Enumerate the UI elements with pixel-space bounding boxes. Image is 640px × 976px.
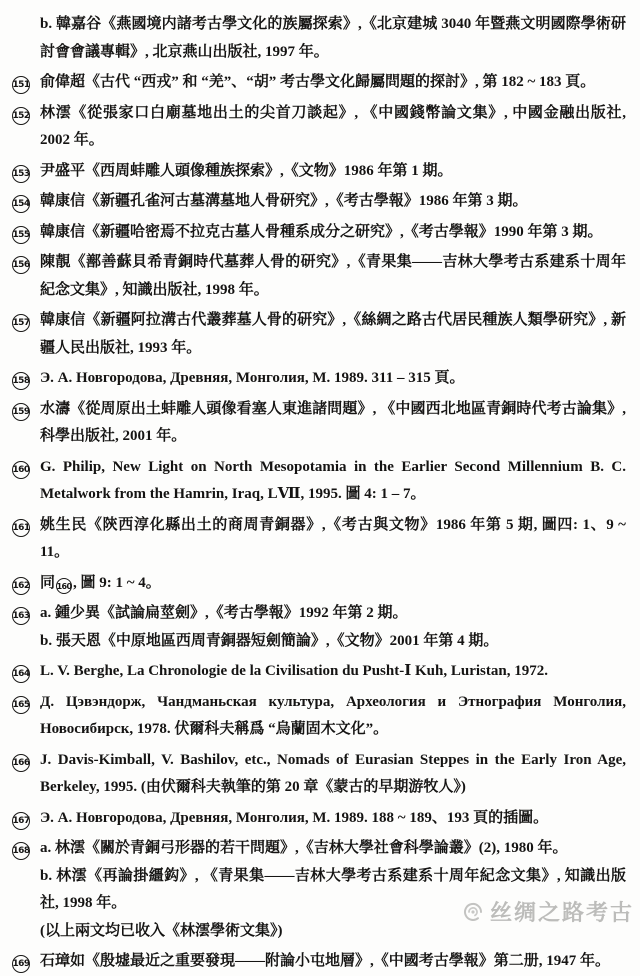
reference-number-badge: 158 [12, 372, 30, 390]
reference-item [12, 948, 626, 976]
reference-text [40, 396, 626, 451]
reference-text-line: a. 林澐《關於青銅弓形器的若干問題》,《吉林大學社會科學論叢》(2), 1980 年。 [40, 840, 568, 856]
reference-text-line: 尹盛平《西周蚌雕人頭像種族探索》,《文物》1986 年第 1 期。 [40, 162, 453, 179]
reference-number-badge: 168 [12, 842, 30, 860]
reference-number-cell [12, 11, 40, 16]
reference-text [40, 454, 626, 509]
reference-text-line: 陳靚《鄯善蘇貝希青銅時代墓葬人骨的研究》,《青果集——吉林大學考古系建系十周年紀念文集》, 知識出版社, 1998 年。 [40, 254, 626, 298]
reference-text [40, 689, 626, 744]
reference-number-badge: 154 [12, 195, 30, 213]
reference-item [12, 365, 626, 393]
reference-number-badge: 160 [12, 461, 30, 479]
reference-item [12, 600, 626, 655]
reference-text-line: 石璋如《殷墟最近之重要發現——附論小屯地層》,《中國考古學報》第二册, 1947 年。 [40, 953, 611, 969]
reference-text [40, 948, 626, 976]
reference-text-line: Э. А. Новгородова, Древняя, Монголия, М. 1989. 311 – 315 頁。 [40, 370, 465, 386]
reference-text-line: 韓康信《新疆哈密焉不拉克古墓人骨種系成分之研究》,《考古學報》1990 年第 3 期。 [40, 223, 603, 240]
reference-number-cell [12, 188, 40, 213]
reference-text [40, 658, 626, 686]
reference-number-cell [12, 396, 40, 421]
reference-item [12, 658, 626, 686]
reference-text [40, 512, 626, 567]
reference-number-cell [12, 600, 40, 625]
reference-number-cell [12, 100, 40, 125]
reference-number-cell [12, 307, 40, 332]
reference-number-badge: 155 [12, 226, 30, 244]
reference-text [40, 835, 626, 945]
inline-reference-number-badge: 160 [56, 578, 72, 594]
watermark-text: 丝绸之路考古 [489, 900, 634, 925]
reference-number-cell [12, 805, 40, 830]
reference-number-badge: 164 [12, 665, 30, 683]
reference-item [12, 249, 626, 304]
reference-number-badge: 159 [12, 403, 30, 421]
reference-item [12, 219, 626, 247]
reference-text [40, 747, 626, 802]
reference-number-cell [12, 948, 40, 973]
reference-text-line: 俞偉超《古代 “西戎” 和 “羌”、“胡” 考古學文化歸屬問題的探討》, 第 182 ~ 183 頁。 [40, 74, 596, 90]
reference-text-line: b. 韓嘉谷《燕國境内諸考古學文化的族屬探索》,《北京建城 3040 年暨燕文明國際學術研討會會議專輯》, 北京燕山出版社, 1997 年。 [40, 16, 626, 60]
reference-number-cell [12, 570, 40, 595]
reference-number-badge: 152 [12, 107, 30, 125]
reference-number-cell [12, 512, 40, 537]
reference-number-badge: 156 [12, 256, 30, 274]
reference-item [12, 747, 626, 802]
reference-number-cell [12, 747, 40, 772]
references-list [12, 11, 626, 976]
reference-item [12, 454, 626, 509]
reference-text-line: G. Philip, New Light on North Mesopotamia in the Earlier Second Millennium B. C. Metalwork from the Hamrin, Iraq, LⅦ, 1995. 圖 4: 1 – 7。 [40, 458, 626, 502]
reference-number-cell [12, 658, 40, 683]
reference-text [40, 11, 626, 66]
reference-number-cell [12, 249, 40, 274]
reference-number-badge: 167 [12, 812, 30, 830]
reference-number-cell [12, 454, 40, 479]
reference-text-line: 姚生民《陝西淳化縣出土的商周青銅器》,《考古與文物》1986 年第 5 期, 圖四: 1、9 ~ 11。 [40, 516, 626, 560]
reference-text [40, 307, 626, 362]
reference-text [40, 100, 626, 155]
reference-text-line [40, 570, 626, 598]
reference-number-cell [12, 158, 40, 183]
reference-item [12, 158, 626, 186]
reference-text [40, 365, 626, 393]
reference-text [40, 69, 626, 97]
reference-item [12, 512, 626, 567]
reference-text-suffix: , 圖 9: 1 ~ 4。 [73, 574, 161, 591]
reference-text [40, 249, 626, 304]
reference-text-line: b. 張天恩《中原地區西周青銅器短劍簡論》,《文物》2001 年第 4 期。 [40, 632, 499, 649]
reference-item [12, 69, 626, 97]
reference-item [12, 396, 626, 451]
reference-text-line: 韓康信《新疆阿拉溝古代叢葬墓人骨的研究》,《絲綢之路古代居民種族人類學研究》, 新疆人民出版社, 1993 年。 [40, 312, 626, 356]
reference-item [12, 100, 626, 155]
reference-number-badge: 161 [12, 519, 30, 537]
reference-item [12, 835, 626, 945]
reference-text [40, 570, 626, 598]
reference-text-prefix: 同 [40, 574, 56, 591]
reference-text [40, 600, 626, 655]
reference-number-badge: 165 [12, 696, 30, 714]
reference-number-badge: 153 [12, 165, 30, 183]
reference-number-badge: 162 [12, 577, 30, 595]
reference-item [12, 11, 626, 66]
reference-number-badge: 169 [12, 955, 30, 973]
reference-text-line: a. 鍾少異《試論扁莖劍》,《考古學報》1992 年第 2 期。 [40, 605, 408, 621]
reference-text [40, 188, 626, 216]
reference-text-line: Э. А. Новгородова, Древняя, Монголия, М. 1989. 188 ~ 189、193 頁的插圖。 [40, 809, 549, 826]
reference-text [40, 219, 626, 247]
reference-number-cell [12, 835, 40, 860]
reference-text-line: 林澐《從張家口白廟墓地出土的尖首刀談起》, 《中國錢幣論文集》, 中國金融出版社, 2002 年。 [40, 104, 626, 148]
reference-text-line: b. 林澐《再論掛繮鈎》, 《青果集——吉林大學考古系建系十周年紀念文集》, 知識出版社, 1998 年。 [40, 867, 626, 911]
reference-number-badge: 163 [12, 607, 30, 625]
reference-number-cell [12, 219, 40, 244]
reference-text-line: Д. Цэвэндорж, Чандманьская культура, Археология и Этнография Монголия, Новосибирск, 1978. 伏爾科夫稱爲 “烏蘭固木文化”。 [40, 693, 626, 737]
reference-text [40, 158, 626, 186]
reference-text [40, 805, 626, 833]
reference-number-cell [12, 69, 40, 94]
reference-item [12, 307, 626, 362]
reference-number-cell [12, 365, 40, 390]
reference-text-line: J. Davis-Kimball, V. Bashilov, etc., Nomads of Eurasian Steppes in the Early Iron Age, Berkeley, 1995. (由伏爾科夫執筆的第 20 章《蒙古的早期游牧人》) [40, 751, 626, 795]
reference-number-cell [12, 689, 40, 714]
reference-item [12, 570, 626, 598]
reference-item [12, 188, 626, 216]
reference-text-line: 水濤《從周原出土蚌雕人頭像看塞人東進諸問題》, 《中國西北地區青銅時代考古論集》, 科學出版社, 2001 年。 [40, 400, 626, 444]
reference-text-line: L. V. Berghe, La Chronologie de la Civilisation du Pusht-Ⅰ Kuh, Luristan, 1972. [40, 663, 548, 679]
reference-number-badge: 166 [12, 754, 30, 772]
reference-number-badge: 151 [12, 76, 30, 94]
reference-item [12, 689, 626, 744]
reference-item [12, 805, 626, 833]
reference-number-badge: 157 [12, 314, 30, 332]
reference-text-line: 韓康信《新疆孔雀河古墓溝墓地人骨研究》,《考古學報》1986 年第 3 期。 [40, 193, 528, 209]
reference-text-line: (以上兩文均已收入《林澐學術文集》) [40, 922, 283, 939]
